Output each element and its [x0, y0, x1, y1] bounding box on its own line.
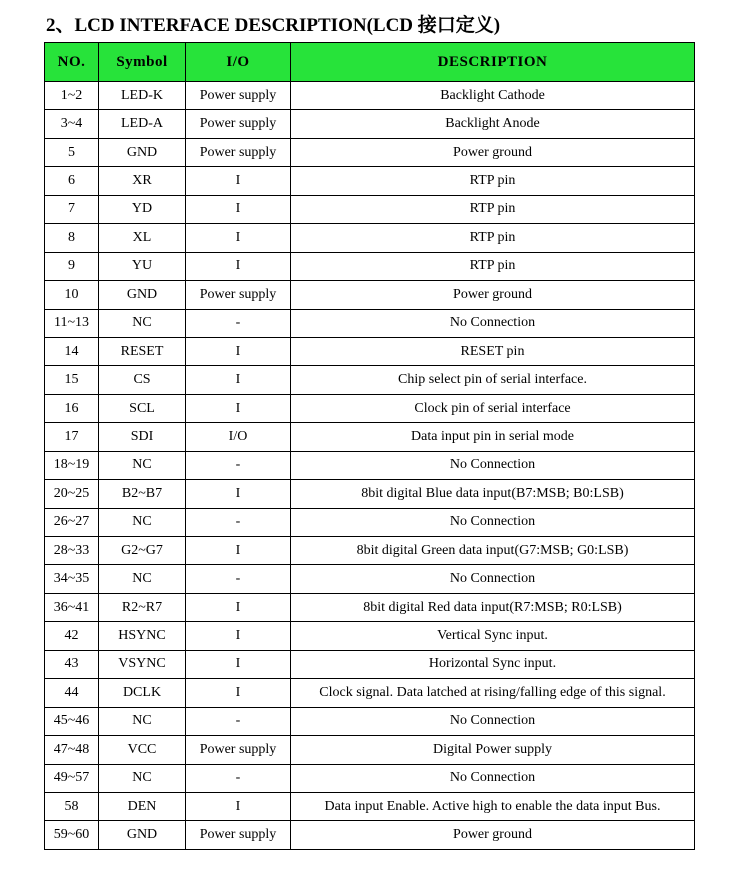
pin-number-cell: 43: [45, 650, 99, 678]
table-row: [45, 82, 695, 110]
table-row: [45, 451, 695, 479]
pin-number-cell: 16: [45, 394, 99, 422]
symbol-cell: XR: [99, 167, 186, 195]
pin-number-cell: 47~48: [45, 736, 99, 764]
table-row: [45, 508, 695, 536]
description-cell: Backlight Cathode: [291, 82, 695, 110]
symbol-cell: DEN: [99, 792, 186, 820]
pin-number-cell: 11~13: [45, 309, 99, 337]
description-cell: No Connection: [291, 764, 695, 792]
io-cell: Power supply: [186, 821, 291, 849]
pin-number-cell: 36~41: [45, 593, 99, 621]
header-symbol: Symbol: [99, 43, 186, 82]
pin-number-cell: 44: [45, 679, 99, 707]
symbol-cell: YD: [99, 195, 186, 223]
table-row: [45, 281, 695, 309]
io-cell: -: [186, 764, 291, 792]
table-row: [45, 252, 695, 280]
io-cell: Power supply: [186, 82, 291, 110]
io-cell: Power supply: [186, 281, 291, 309]
description-cell: Backlight Anode: [291, 110, 695, 138]
symbol-cell: SCL: [99, 394, 186, 422]
symbol-cell: NC: [99, 707, 186, 735]
description-cell: RTP pin: [291, 195, 695, 223]
description-cell: Horizontal Sync input.: [291, 650, 695, 678]
io-cell: I: [186, 622, 291, 650]
io-cell: I: [186, 195, 291, 223]
io-cell: I: [186, 679, 291, 707]
description-cell: RTP pin: [291, 252, 695, 280]
description-cell: Power ground: [291, 821, 695, 849]
io-cell: I: [186, 792, 291, 820]
symbol-cell: DCLK: [99, 679, 186, 707]
io-cell: I/O: [186, 423, 291, 451]
io-cell: -: [186, 508, 291, 536]
header-no: NO.: [45, 43, 99, 82]
io-cell: Power supply: [186, 110, 291, 138]
description-cell: 8bit digital Blue data input(B7:MSB; B0:LSB): [291, 480, 695, 508]
symbol-cell: HSYNC: [99, 622, 186, 650]
description-cell: RESET pin: [291, 337, 695, 365]
io-cell: I: [186, 480, 291, 508]
table-row: [45, 565, 695, 593]
io-cell: Power supply: [186, 138, 291, 166]
pin-number-cell: 1~2: [45, 82, 99, 110]
description-cell: Digital Power supply: [291, 736, 695, 764]
description-cell: No Connection: [291, 309, 695, 337]
symbol-cell: NC: [99, 451, 186, 479]
pin-number-cell: 8: [45, 224, 99, 252]
symbol-cell: GND: [99, 821, 186, 849]
description-cell: Clock signal. Data latched at rising/falling edge of this signal.: [291, 679, 695, 707]
table-header: [45, 43, 695, 82]
pin-number-cell: 7: [45, 195, 99, 223]
description-cell: Power ground: [291, 281, 695, 309]
io-cell: I: [186, 224, 291, 252]
symbol-cell: B2~B7: [99, 480, 186, 508]
pin-number-cell: 45~46: [45, 707, 99, 735]
symbol-cell: XL: [99, 224, 186, 252]
description-cell: No Connection: [291, 565, 695, 593]
io-cell: -: [186, 451, 291, 479]
pin-number-cell: 14: [45, 337, 99, 365]
description-cell: 8bit digital Green data input(G7:MSB; G0:LSB): [291, 537, 695, 565]
symbol-cell: G2~G7: [99, 537, 186, 565]
table-row: [45, 792, 695, 820]
pin-number-cell: 20~25: [45, 480, 99, 508]
description-cell: 8bit digital Red data input(R7:MSB; R0:LSB): [291, 593, 695, 621]
header-row: [45, 43, 695, 82]
pin-number-cell: 42: [45, 622, 99, 650]
table-row: [45, 650, 695, 678]
pin-number-cell: 9: [45, 252, 99, 280]
table-row: [45, 821, 695, 849]
symbol-cell: NC: [99, 309, 186, 337]
interface-table: [44, 42, 695, 850]
description-cell: Clock pin of serial interface: [291, 394, 695, 422]
table-row: [45, 167, 695, 195]
description-cell: Data input pin in serial mode: [291, 423, 695, 451]
io-cell: -: [186, 565, 291, 593]
table-row: [45, 309, 695, 337]
symbol-cell: NC: [99, 764, 186, 792]
table-row: [45, 593, 695, 621]
table-row: [45, 707, 695, 735]
symbol-cell: GND: [99, 138, 186, 166]
pin-number-cell: 6: [45, 167, 99, 195]
symbol-cell: SDI: [99, 423, 186, 451]
symbol-cell: NC: [99, 565, 186, 593]
symbol-cell: GND: [99, 281, 186, 309]
table-row: [45, 679, 695, 707]
table-row: [45, 224, 695, 252]
description-cell: No Connection: [291, 707, 695, 735]
symbol-cell: YU: [99, 252, 186, 280]
io-cell: I: [186, 337, 291, 365]
table-row: [45, 537, 695, 565]
pin-number-cell: 5: [45, 138, 99, 166]
io-cell: I: [186, 252, 291, 280]
description-cell: RTP pin: [291, 224, 695, 252]
pin-number-cell: 59~60: [45, 821, 99, 849]
description-cell: RTP pin: [291, 167, 695, 195]
table-row: [45, 764, 695, 792]
table-row: [45, 622, 695, 650]
pin-number-cell: 3~4: [45, 110, 99, 138]
symbol-cell: R2~R7: [99, 593, 186, 621]
description-cell: Data input Enable. Active high to enable the data input Bus.: [291, 792, 695, 820]
header-io: I/O: [186, 43, 291, 82]
table-row: [45, 480, 695, 508]
symbol-cell: LED-A: [99, 110, 186, 138]
pin-number-cell: 15: [45, 366, 99, 394]
table-body: [45, 82, 695, 850]
symbol-cell: VSYNC: [99, 650, 186, 678]
io-cell: -: [186, 707, 291, 735]
table-row: [45, 195, 695, 223]
header-description: DESCRIPTION: [291, 43, 695, 82]
table-row: [45, 423, 695, 451]
pin-number-cell: 34~35: [45, 565, 99, 593]
io-cell: I: [186, 167, 291, 195]
page-title: 2、LCD INTERFACE DESCRIPTION(LCD 接口定义): [46, 15, 501, 36]
io-cell: -: [186, 309, 291, 337]
symbol-cell: RESET: [99, 337, 186, 365]
description-cell: No Connection: [291, 451, 695, 479]
symbol-cell: CS: [99, 366, 186, 394]
pin-number-cell: 26~27: [45, 508, 99, 536]
symbol-cell: LED-K: [99, 82, 186, 110]
pin-number-cell: 49~57: [45, 764, 99, 792]
description-cell: Vertical Sync input.: [291, 622, 695, 650]
io-cell: Power supply: [186, 736, 291, 764]
pin-number-cell: 18~19: [45, 451, 99, 479]
description-cell: Power ground: [291, 138, 695, 166]
pin-number-cell: 10: [45, 281, 99, 309]
symbol-cell: NC: [99, 508, 186, 536]
table-row: [45, 366, 695, 394]
pin-number-cell: 58: [45, 792, 99, 820]
io-cell: I: [186, 537, 291, 565]
io-cell: I: [186, 394, 291, 422]
description-cell: No Connection: [291, 508, 695, 536]
io-cell: I: [186, 593, 291, 621]
pin-number-cell: 17: [45, 423, 99, 451]
table-row: [45, 110, 695, 138]
io-cell: I: [186, 650, 291, 678]
symbol-cell: VCC: [99, 736, 186, 764]
description-cell: Chip select pin of serial interface.: [291, 366, 695, 394]
pin-number-cell: 28~33: [45, 537, 99, 565]
table-row: [45, 394, 695, 422]
table-row: [45, 736, 695, 764]
io-cell: I: [186, 366, 291, 394]
table-row: [45, 337, 695, 365]
table-row: [45, 138, 695, 166]
